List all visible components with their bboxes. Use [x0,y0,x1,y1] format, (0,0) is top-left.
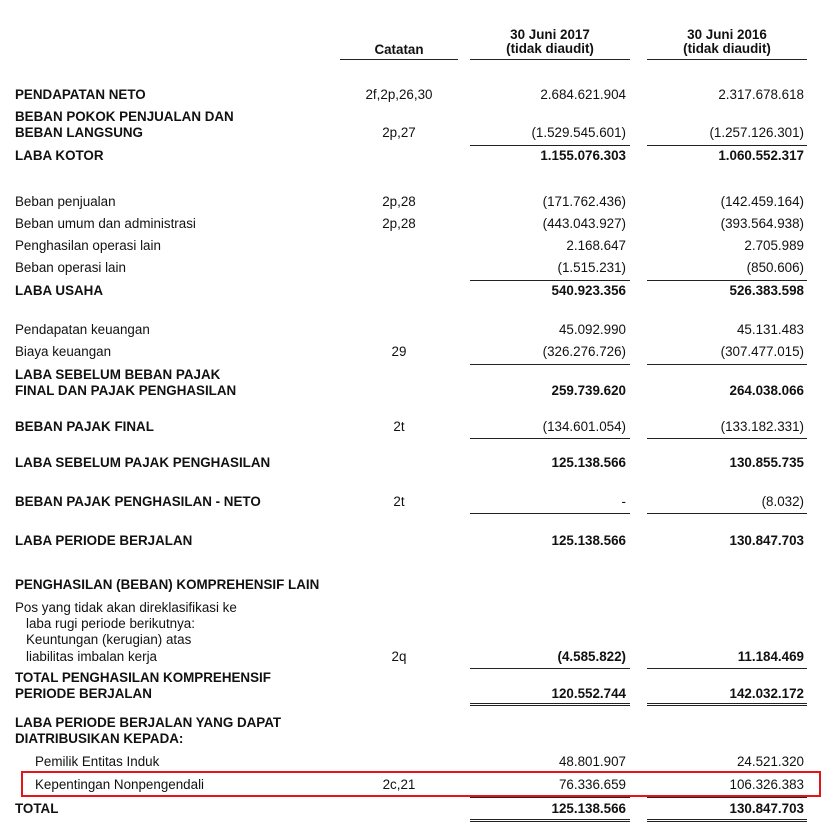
row-value-2016: 526.383.598 [729,283,804,298]
row-value-2017: 125.138.566 [551,455,626,470]
row-label-line3: Keuntungan (kerugian) atas [26,632,192,647]
row-label: LABA USAHA [15,283,104,298]
row-value-2017: 2.168.647 [566,238,626,253]
row-value-2017: 48.801.907 [558,754,626,769]
subtotal-rule-2016 [647,797,807,798]
row-value-2016: 24.521.320 [736,754,804,769]
row-value-2016: 11.184.469 [737,649,804,664]
row-value-2017: 45.092.990 [558,322,626,337]
row-value-2017: 2.684.621.904 [540,87,626,102]
subtotal-rule-2016 [647,280,807,281]
header-2017-status: (tidak diaudit) [506,41,594,56]
row-label: PENDAPATAN NETO [15,87,146,102]
row-value-2016: (850.606) [746,260,804,275]
row-value-2016: 130.855.735 [729,455,804,470]
row-value-2017: (134.601.054) [542,419,626,434]
row-label: TOTAL [15,801,59,816]
row-value-2016: 106.326.383 [729,777,804,792]
subtotal-rule-2017 [470,513,630,514]
section-heading-attribution-line1: LABA PERIODE BERJALAN YANG DAPAT [15,715,282,730]
row-label: BEBAN PAJAK PENGHASILAN - NETO [15,494,261,509]
row-value-2016: (393.564.938) [720,216,804,231]
row-value-2017: (443.043.927) [542,216,626,231]
row-label: LABA SEBELUM PAJAK PENGHASILAN [15,455,271,470]
row-value-2017: 259.739.620 [551,383,626,398]
row-label: Penghasilan operasi lain [15,238,161,253]
row-value-2016: 130.847.703 [729,801,804,816]
row-label-line1: TOTAL PENGHASILAN KOMPREHENSIF [15,670,271,685]
row-label: LABA PERIODE BERJALAN [15,533,193,548]
section-heading-oci: PENGHASILAN (BEBAN) KOMPREHENSIF LAIN [15,577,320,592]
row-label-line1: BEBAN POKOK PENJUALAN DAN [15,109,234,124]
row-value-2016: 2.705.989 [744,238,804,253]
header-rule-notes [340,59,458,60]
row-note: 2f,2p,26,30 [365,87,433,102]
row-value-2016: 45.131.483 [736,322,804,337]
total-double-rule-2016 [647,703,807,706]
total-double-rule-2016 [647,819,807,822]
row-label-line2: FINAL DAN PAJAK PENGHASILAN [15,383,237,398]
row-note: 2q [391,649,407,664]
subtotal-rule-2016 [647,145,807,146]
subtotal-rule-2016 [647,668,807,669]
row-label: Pemilik Entitas Induk [35,754,160,769]
row-value-2017: (326.276.726) [542,344,626,359]
subtotal-rule-2017 [470,145,630,146]
subtotal-rule-2017 [470,797,630,798]
row-label-line1: LABA SEBELUM BEBAN PAJAK [15,367,221,382]
row-value-2016: 130.847.703 [729,533,804,548]
section-heading-attribution-line2: DIATRIBUSIKAN KEPADA: [15,731,184,746]
row-note: 2p,28 [382,194,416,209]
row-label: Pendapatan keuangan [15,322,150,337]
row-label: BEBAN PAJAK FINAL [15,419,154,434]
row-value-2017: (1.529.545.601) [531,125,626,140]
row-value-2016: 264.038.066 [729,383,804,398]
row-label-line2: PERIODE BERJALAN [15,686,152,701]
row-label-line2: BEBAN LANGSUNG [15,125,143,140]
row-value-2016: (142.459.164) [720,194,804,209]
row-note: 2c,21 [382,777,416,792]
row-label: Kepentingan Nonpengendali [35,777,205,792]
subtotal-rule-2017 [470,280,630,281]
row-value-2017: 76.336.659 [558,777,626,792]
row-value-2017: 540.923.356 [551,283,626,298]
subtotal-rule-2017 [470,364,630,365]
header-2016-date: 30 Juni 2016 [687,27,767,42]
row-label: Beban umum dan administrasi [15,216,196,231]
row-value-2016: (307.477.015) [720,344,804,359]
subtotal-rule-2017 [470,668,630,669]
header-rule-2016 [647,59,807,60]
row-value-2017: (1.515.231) [557,260,626,275]
row-note: 29 [391,344,407,359]
row-value-2017: (171.762.436) [542,194,626,209]
row-value-2017: 125.138.566 [551,533,626,548]
row-note: 2t [393,419,405,434]
row-value-2017: (4.585.822) [557,649,626,664]
row-label: Beban operasi lain [15,260,126,275]
total-double-rule-2017 [470,703,630,706]
row-label-line2: laba rugi periode berikutnya: [26,616,195,631]
header-2017-date: 30 Juni 2017 [510,27,590,42]
row-note: 2t [393,494,405,509]
row-value-2016: 1.060.552.317 [718,148,804,163]
row-note: 2p,27 [382,125,416,140]
row-value-2017: - [621,494,626,509]
row-value-2016: 142.032.172 [729,686,804,701]
row-value-2017: 125.138.566 [551,801,626,816]
header-rule-2017 [470,59,630,60]
row-label-line1: Pos yang tidak akan direklasifikasi ke [15,600,237,615]
row-value-2017: 1.155.076.303 [540,148,626,163]
row-value-2016: 2.317.678.618 [718,87,804,102]
row-note: 2p,28 [382,216,416,231]
subtotal-rule-2016 [647,364,807,365]
row-value-2016: (8.032) [761,494,804,509]
row-label: Biaya keuangan [15,344,112,359]
header-2016-status: (tidak diaudit) [683,41,771,56]
total-double-rule-2017 [470,819,630,822]
row-label: LABA KOTOR [15,148,104,163]
row-label: Beban penjualan [15,194,116,209]
subtotal-rule-2016 [647,438,807,439]
subtotal-rule-2016 [647,513,807,514]
row-value-2016: (1.257.126.301) [709,125,804,140]
row-value-2017: 120.552.744 [551,686,626,701]
row-value-2016: (133.182.331) [720,419,804,434]
header-notes-column: Catatan [374,42,424,57]
row-label-line4: liabilitas imbalan kerja [26,649,157,664]
subtotal-rule-2017 [470,438,630,439]
